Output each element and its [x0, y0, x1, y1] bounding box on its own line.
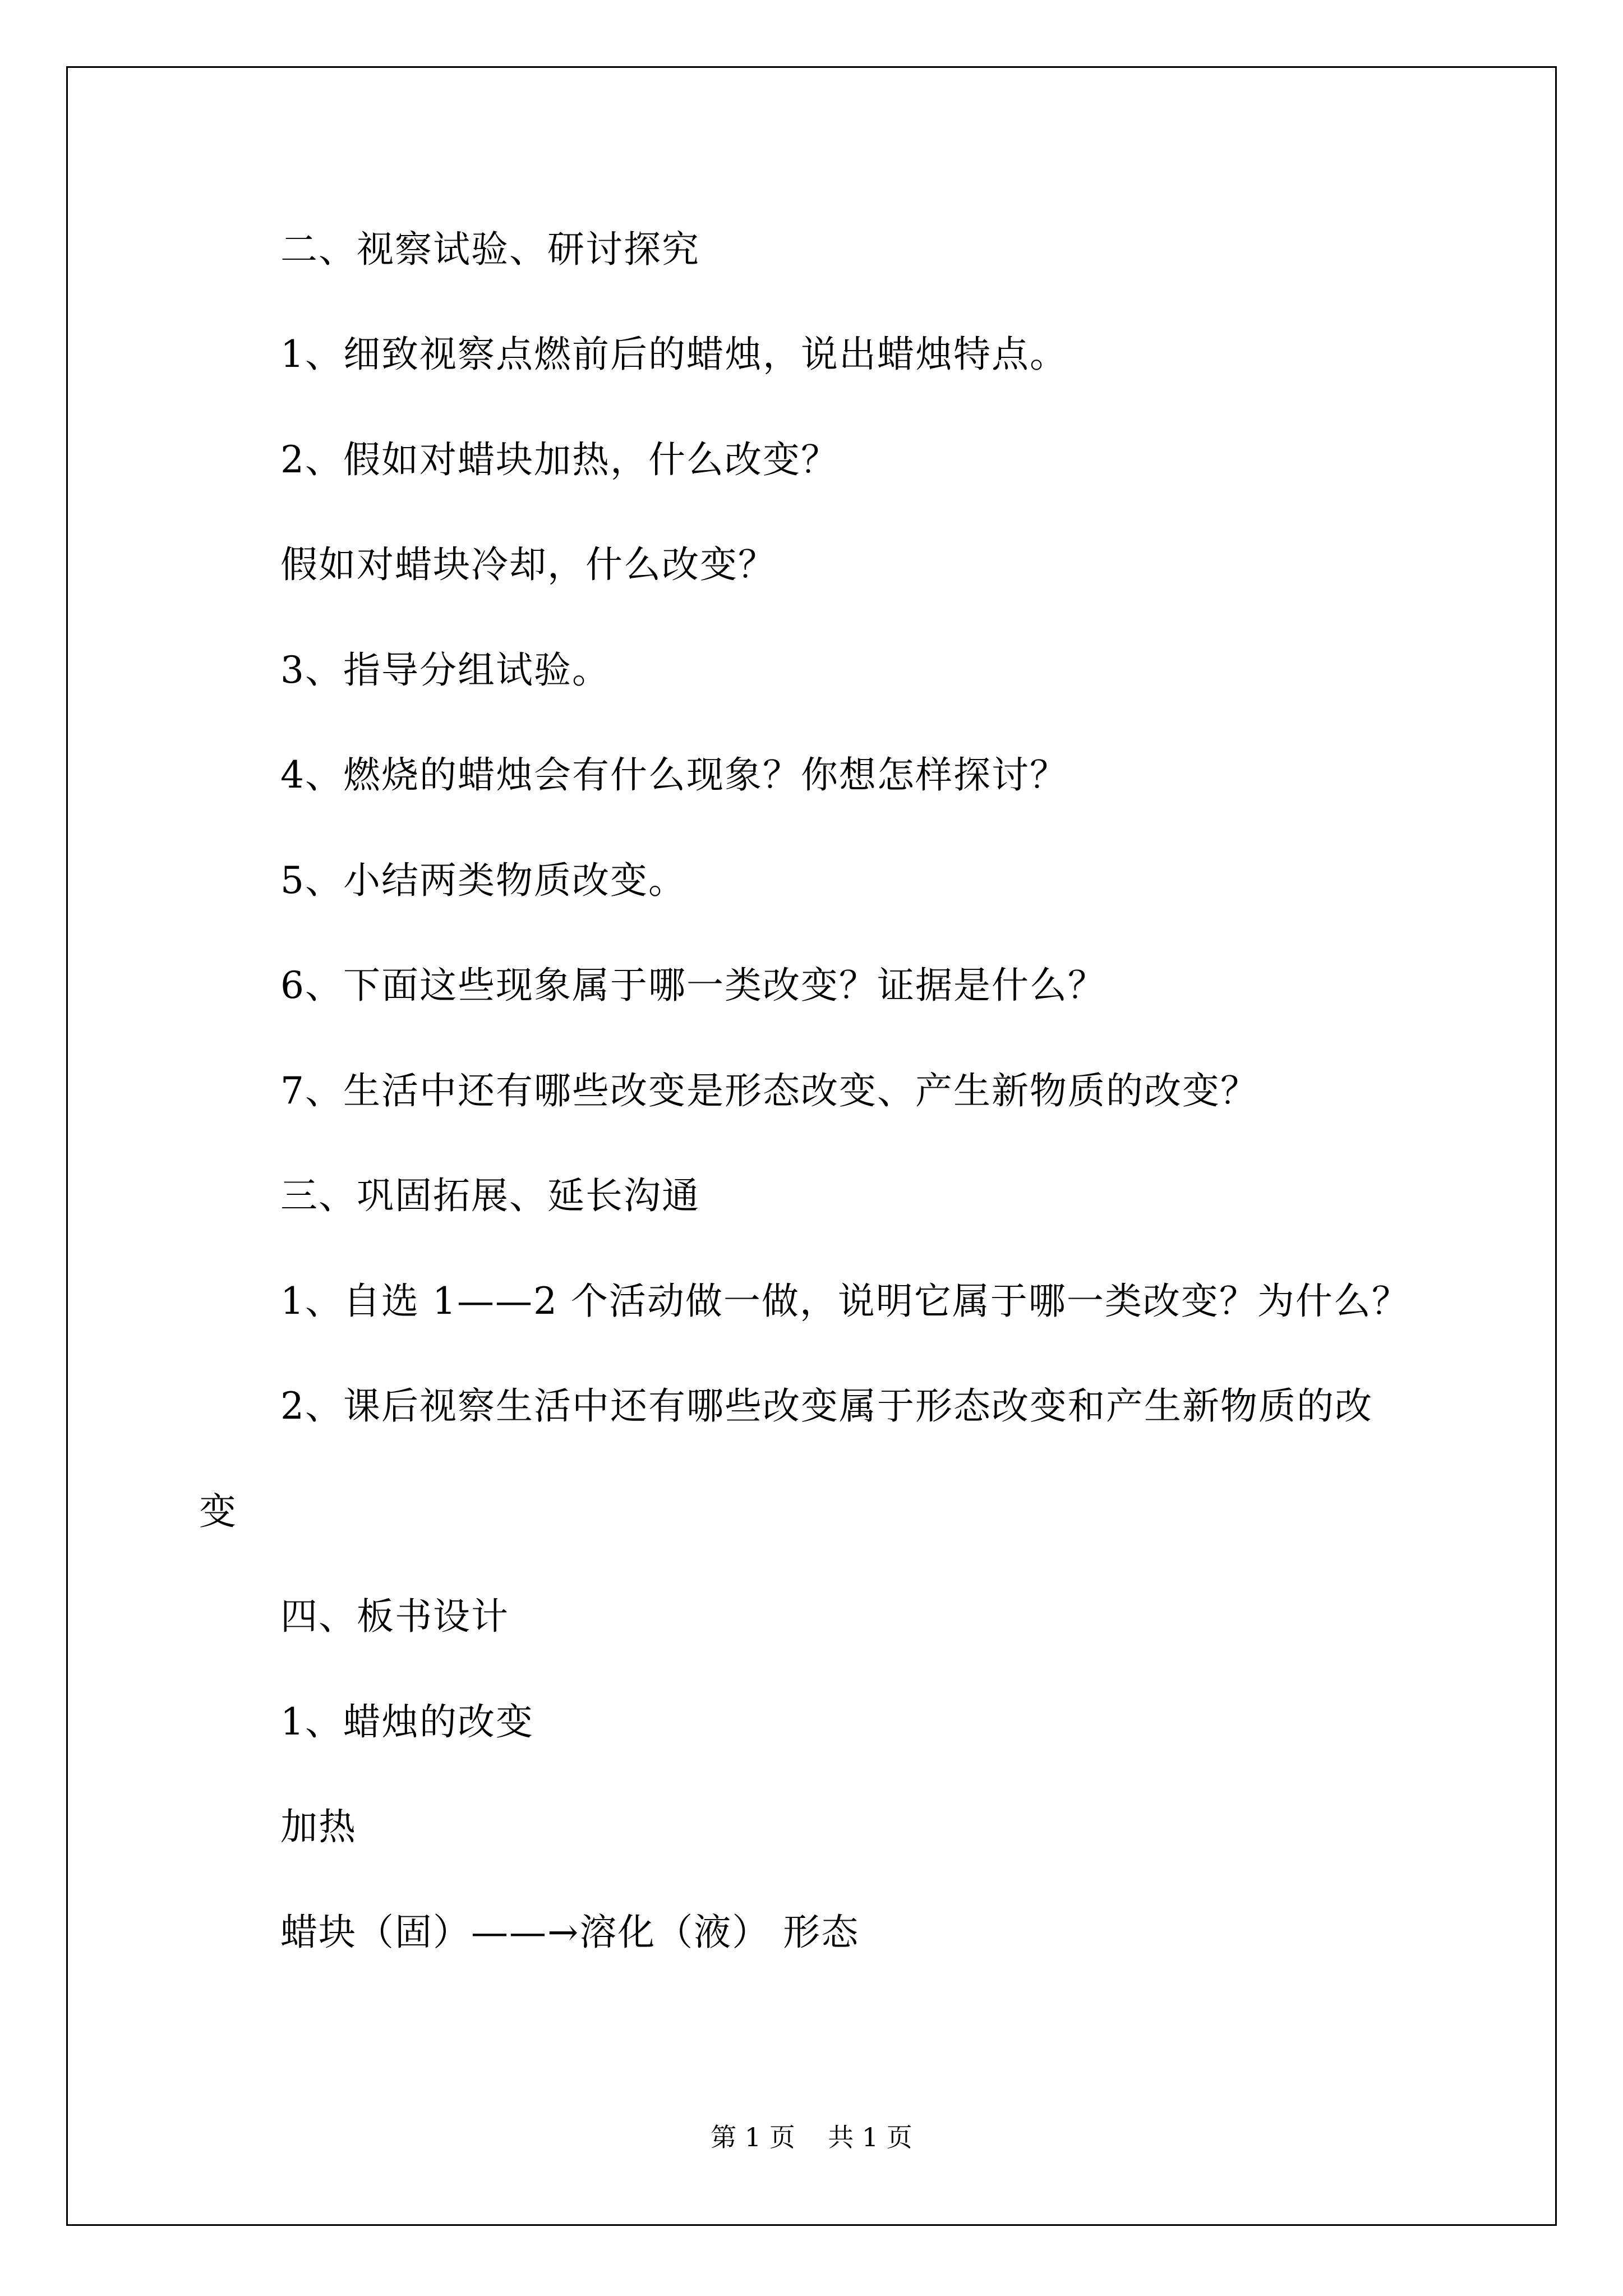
- paragraph-item-1: 1、细致视察点燃前后的蜡烛，说出蜡烛特点。: [280, 333, 1068, 376]
- board-heating-label: 加热: [280, 1805, 357, 1848]
- paragraph-item-7: 7、生活中还有哪些改变是形态改变、产生新物质的改变？: [280, 1069, 1258, 1112]
- paragraph-cooling: 假如对蜡块冷却，什么改变？: [280, 543, 776, 586]
- paragraph-item-5: 5、小结两类物质改变。: [280, 859, 686, 902]
- page-border: [66, 66, 1557, 2226]
- heading-blackboard-design: 四、板书设计: [280, 1595, 509, 1638]
- paragraph-item-6: 6、下面这些现象属于哪一类改变？证据是什么？: [280, 964, 1106, 1007]
- paragraph-item-3: 3、指导分组试验。: [280, 648, 610, 692]
- paragraph-item-2: 2、假如对蜡块加热，什么改变？: [280, 438, 839, 481]
- heading-observe-experiment: 二、视察试验、研讨探究: [280, 228, 700, 271]
- paragraph-activity-2-continuation: 变: [199, 1490, 237, 1533]
- paragraph-activity-1: 1、自选 1——2 个活动做一做，说明它属于哪一类改变？为什么？: [280, 1280, 1410, 1323]
- paragraph-item-4: 4、燃烧的蜡烛会有什么现象？你想怎样探讨？: [280, 753, 1068, 797]
- paragraph-activity-2: 2、课后视察生活中还有哪些改变属于形态改变和产生新物质的改: [280, 1384, 1373, 1428]
- page-number-footer: 第 1 页 共 1 页: [711, 2122, 912, 2152]
- board-wax-melting: 蜡块（固）——→溶化（液） 形态: [280, 1911, 860, 1954]
- heading-consolidate-extend: 三、巩固拓展、延长沟通: [280, 1174, 700, 1217]
- board-item-1: 1、蜡烛的改变: [280, 1700, 534, 1743]
